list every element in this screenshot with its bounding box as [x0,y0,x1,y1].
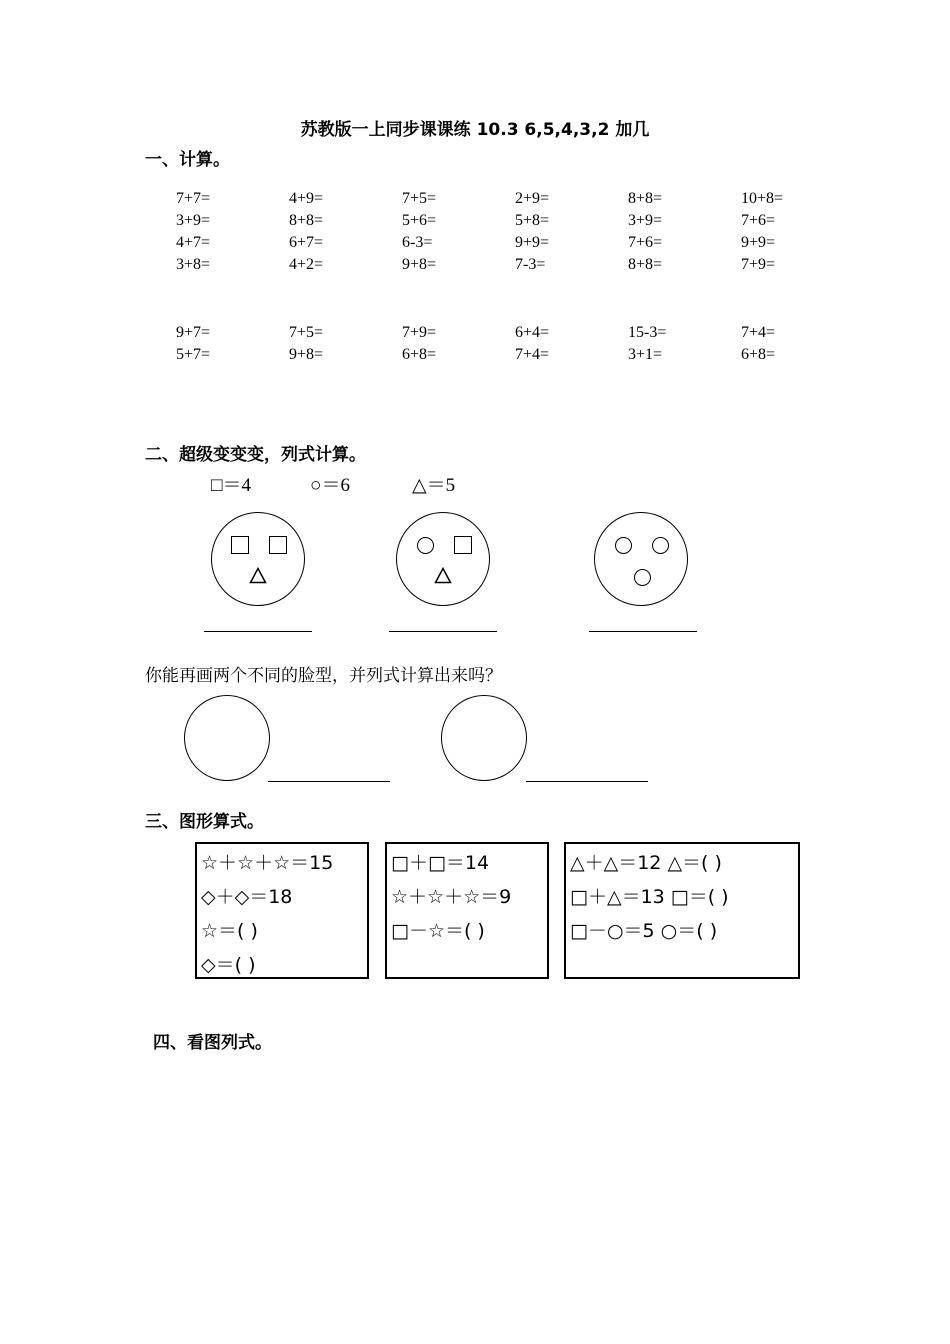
calc-item: 5+8= [515,212,550,229]
face-3 [594,512,688,606]
puzzle-line: □－☆＝( ) [391,920,485,942]
puzzle-line: □＋□＝14 [391,852,490,874]
legend-square [211,470,251,497]
legend-square-value: ＝4 [222,475,251,496]
calc-item: 4+7= [176,234,211,251]
calc-item: 3+9= [176,212,211,229]
calc-item: 9+8= [289,346,324,363]
legend-circle-value: ＝6 [321,475,350,496]
calc-item: 7+4= [515,346,550,363]
puzzle-line: □＋△＝13 □＝( ) [570,886,729,908]
section2-heading: 二、超级变变变，列式计算。 [145,445,366,465]
legend-triangle [412,470,455,497]
calc-item: 7+5= [289,324,324,341]
calc-item: 6+4= [515,324,550,341]
circle-icon [615,537,632,554]
circle-icon: ○ [310,475,322,496]
triangle-icon: △ [412,475,427,496]
calc-item: 7+9= [402,324,437,341]
calc-item: 7+9= [741,256,776,273]
calc-item: 5+6= [402,212,437,229]
puzzle-line: ☆＋☆＋☆＝9 [391,886,512,908]
calc-item: 9+8= [402,256,437,273]
section4-heading: 四、看图列式。 [153,1033,272,1053]
calc-item: 6+8= [402,346,437,363]
circle-icon [652,537,669,554]
calc-item: 2+9= [515,190,550,207]
blank-face-1[interactable] [184,695,270,781]
section1-heading: 一、计算。 [145,150,230,170]
calc-item: 7+4= [741,324,776,341]
calc-item: 8+8= [628,256,663,273]
calc-item: 9+7= [176,324,211,341]
section3-heading: 三、图形算式。 [145,812,264,832]
puzzle-box-2 [385,842,549,979]
circle-icon [634,569,651,586]
answer-line[interactable] [268,781,390,782]
legend-triangle-value: ＝5 [426,475,456,496]
calc-item: 8+8= [628,190,663,207]
calc-item: 9+9= [741,234,776,251]
puzzle-line: ◇＋◇＝18 [201,886,293,908]
puzzle-line: △＋△＝12 △＝( ) [570,852,722,874]
page-title: 苏教版一上同步课课练 10.3 6,5,4,3,2 加几 [300,120,650,140]
square-icon [231,536,249,554]
calc-item: 3+8= [176,256,211,273]
puzzle-line: ☆＝( ) [201,920,258,942]
draw-question: 你能再画两个不同的脸型，并列式计算出来吗？ [145,666,502,686]
triangle-icon [434,567,452,584]
calc-item: 5+7= [176,346,211,363]
answer-line[interactable] [526,781,648,782]
legend-circle [310,470,350,497]
calc-item: 7-3= [515,256,546,273]
face-1 [211,512,305,606]
calc-item: 3+1= [628,346,663,363]
calc-item: 4+2= [289,256,324,273]
calc-item: 6+7= [289,234,324,251]
calc-item: 7+7= [176,190,211,207]
answer-line[interactable] [389,631,497,632]
calc-item: 4+9= [289,190,324,207]
face-2 [396,512,490,606]
calc-item: 10+8= [741,190,784,207]
square-icon: □ [211,475,223,496]
puzzle-line: □－○＝5 ○＝( ) [570,920,718,942]
calc-item: 6-3= [402,234,433,251]
calc-item: 7+5= [402,190,437,207]
calc-item: 7+6= [741,212,776,229]
puzzle-line: ☆＋☆＋☆＝15 [201,852,334,874]
circle-icon [417,537,434,554]
calc-item: 9+9= [515,234,550,251]
triangle-icon [249,567,267,584]
calc-item: 8+8= [289,212,324,229]
answer-line[interactable] [589,631,697,632]
square-icon [454,536,472,554]
calc-item: 7+6= [628,234,663,251]
puzzle-box-3 [564,842,800,979]
calc-item: 15-3= [628,324,667,341]
puzzle-line: ◇＝( ) [201,954,256,976]
blank-face-2[interactable] [441,695,527,781]
square-icon [269,536,287,554]
puzzle-box-1 [195,842,369,979]
calc-item: 6+8= [741,346,776,363]
calc-item: 3+9= [628,212,663,229]
answer-line[interactable] [204,631,312,632]
